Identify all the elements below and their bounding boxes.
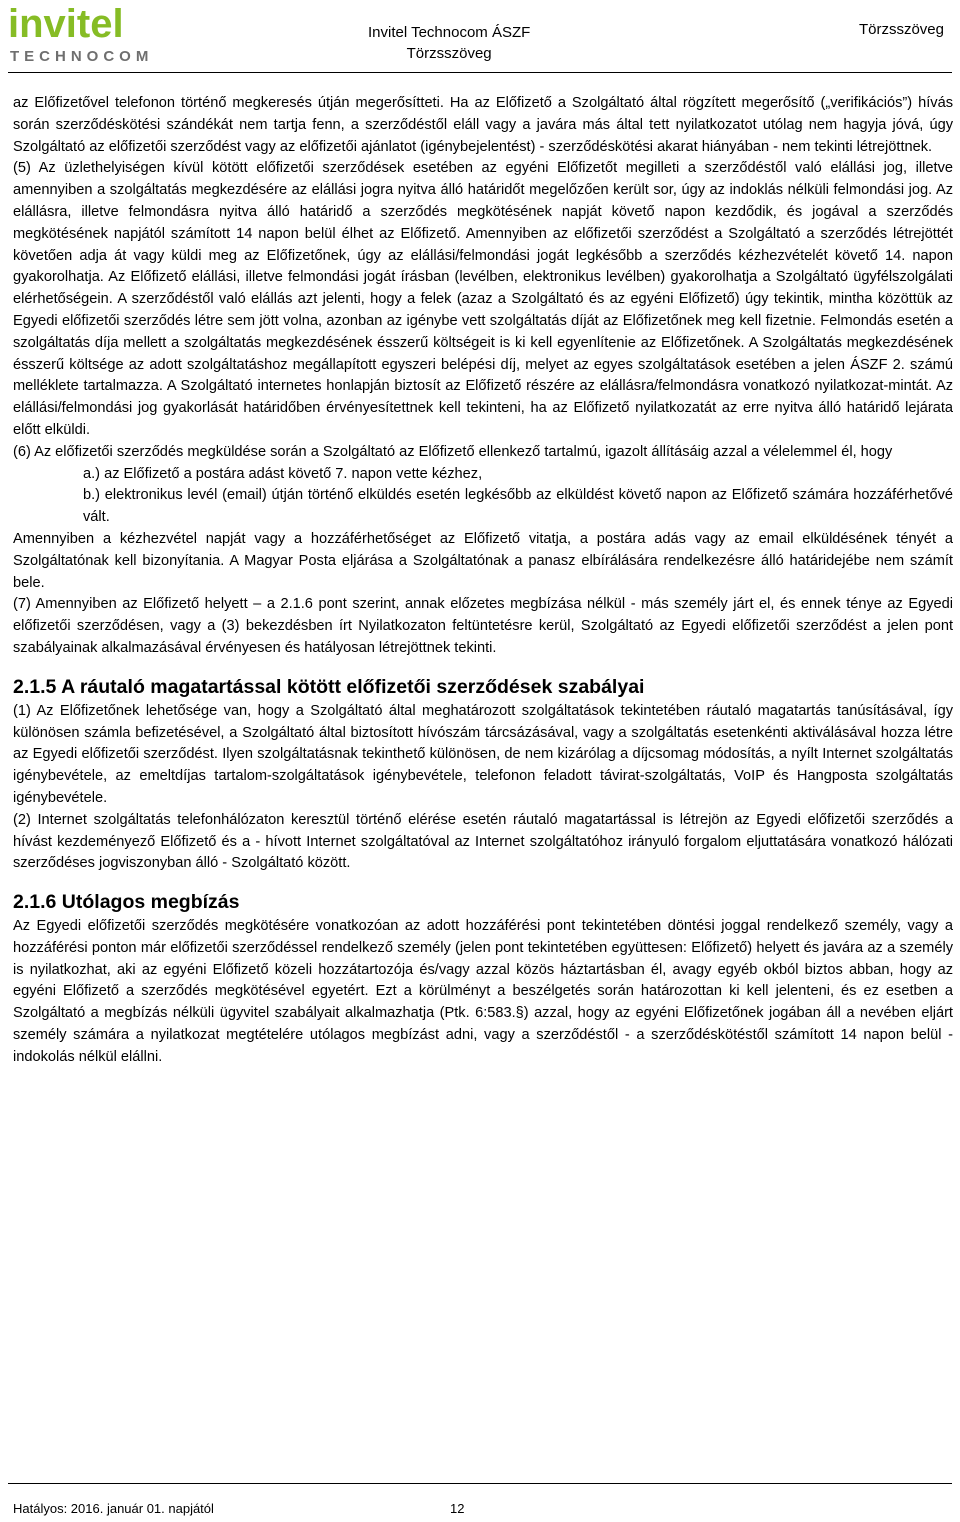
list-item: a.) az Előfizető a postára adást követő 7. napon vette kézhez, xyxy=(83,465,483,482)
paragraph: (1) Az Előfizetőnek lehetősége van, hogy a Szolgáltató által meghatározott szolgáltatások tekintetében ráutaló magatartás tanúsításával, így különösen számla befizetésével, a Szolgáltató által biztosított hívószám tárcsázásával, vagy a szolgáltatás esetenkénti aktiválásával hozza létre az Egyedi előfizetői szerződést. Ilyen szolgáltatásnak tekinthető különösen, de nem kizárólag a díjcsomag módosítás, a nyílt Internet szolgáltatás igénybevétele, az emeltdíjas tartalom-szolgáltatások igénybevétele, telefonon feladott távirat-szolgáltatás, VoIP és Hangposta szolgáltatás igénybevétele. xyxy=(13,702,953,806)
paragraph: (6) Az előfizetői szerződés megküldése során a Szolgáltató az Előfizető ellenkező tartalmú, igazolt állításáig azzal a vélelemmel él, hogy xyxy=(13,443,893,460)
section-heading: 2.1.6 Utólagos megbízás xyxy=(13,891,240,914)
invitel-logo xyxy=(8,2,154,68)
paragraph: Az Egyedi előfizetői szerződés megkötésére vonatkozóan az adott hozzáférési pont tekintetében döntési joggal rendelkező személy, vagy a hozzáférési ponton már előfizetői szerződéssel rendelkező személy (jelen pont tekintetében együttesen: Előfizető) helyett és javára az a személy is nyilatkozhat, aki az egyéni Előfizető közeli hozzátartozója és/vagy azzal közös háztartásban él, avagy egyéb okból biztos abban, hogy az egyéni Előfizető a szerződés megkötésével egyetért. Ezt a körülményt a beszélgetés során határozottan ki kell jelenteni, és ez esetben a Szolgáltató a megbízás nélküli ügyvitel szabályait alkalmazhatja (Ptk. 6:583.§) azzal, hogy az egyéni Előfizetőnek jogában áll a nevében eljárt személy számára a nyilatkozat megtételére utólagos megbízást adni, vagy a szerződéstől - a szerződéskötéstől számított 14 napon belül - indokolás nélkül elállni. xyxy=(13,918,953,1065)
logo-subtitle: TECHNOCOM xyxy=(10,48,154,65)
page-header xyxy=(0,0,960,78)
section-heading: 2.1.5 A ráutaló magatartással kötött előfizetői szerződések szabályai xyxy=(13,675,645,698)
page-number: 12 xyxy=(450,1501,465,1516)
header-company: Invitel Technocom ÁSZF xyxy=(368,24,531,41)
header-title-block xyxy=(368,22,530,64)
header-divider xyxy=(8,72,952,73)
document-body xyxy=(13,93,953,1069)
paragraph: (2) Internet szolgáltatás telefonhálózaton keresztül történő elérése esetén ráutaló magatartással is létrejön az Egyedi előfizetői szerződés a hívást kezdeményező Előfizető és a - hívott Internet szolgáltatóval az Internet szolgáltatóhoz irányuló forgalom eljuttatására vonatkozó hálózati szerződéses jogviszonyban álló - Szolgáltató között. xyxy=(13,811,953,872)
effective-date: Hatályos: 2016. január 01. napjától xyxy=(13,1501,214,1516)
paragraph: (7) Amennyiben az Előfizető helyett – a 2.1.6 pont szerint, annak előzetes megbízása nélkül - más személy járt el, és ennek ténye az Egyedi előfizetői szerződésen, vagy a (3) bekezdésben írt Nyilatkozaton feltüntetésre kerül, Szolgáltató az Egyedi előfizetői szerződést a jelen pont szabályainak alkalmazásával érvényesen és hatályosan létrejöttnek tekinti. xyxy=(13,596,953,656)
logo-wordmark: invitel xyxy=(8,2,124,46)
list-item: b.) elektronikus levél (email) útján történő elküldés esetén legkésőbb az elküldést követő napon az Előfizető számára hozzáférhetővé vált. xyxy=(83,487,953,526)
footer-divider xyxy=(8,1483,952,1484)
paragraph: Amennyiben a kézhezvétel napját vagy a hozzáférhetőséget az Előfizető vitatja, a postára adás vagy az email elküldésének tényét a Szolgáltatónak kell bizonyítania. A Magyar Posta eljárása a Szolgáltatónak a panasz elbírálására rendelkezésre álló határidejébe nem számít bele. xyxy=(13,530,953,591)
header-doc: Törzsszöveg xyxy=(406,45,492,62)
header-right-label: Törzsszöveg xyxy=(858,21,944,38)
paragraph: az Előfizetővel telefonon történő megkeresés útján megerősítteti. Ha az Előfizető a Szolgáltató által rögzített megerősítő („verifikációs”) hívás során szerződéskötési szándékát nem tartja fenn, a szerződéstől eláll vagy a javára más által tett nyilatkozatot utólag nem hagyja jóvá, úgy Szolgáltató az előfizetői szerződést vagy az előfizetői ajánlatot (igénybejelentést) - szerződéskötési akarat hiányában - nem tekinti létrejöttnek. xyxy=(13,95,953,155)
paragraph: (5) Az üzlethelyiségen kívül kötött előfizetői szerződések esetében az egyéni Előfizetőt megilleti a szerződéstől való elállási jog, illetve amennyiben a szolgáltatás megkezdésére az elállási jogra nyitva álló határidőt megelőzően került sor, úgy az indoklás nélküli felmondási jog. Az elállásra, illetve felmondásra nyitva álló határidő a szerződés megkötésének napját követő napon kezdődik, és jogával a szerződés megkötésének napjától számított 14 napon belül élhet az Előfizető. Amennyiben az előfizetői szerződést a Szolgáltató a szerződés létrejöttét követően adja át vagy küldi meg az Előfizetőnek, úgy az elállási/felmondási jogát legkésőbb a szerződés kézhezvételét követő 14. napon gyakorolhatja. Az Előfizető elállási, illetve felmondási jogát írásban (levélben, elektronikus levélben) gyakorolhatja a Szolgáltató ügyfélszolgálati elérhetőségein. A szerződéstől való elállás azt jelenti, hogy a felek (azaz a Szolgáltató és az egyéni Előfizető) úgy tekintik, mintha közöttük az Egyedi előfizetői szerződés létre sem jött volna, azonban az igénybe vett szolgáltatás díját az Előfizetőnek meg kell fizetnie. Felmondás esetén a szolgáltatás díja mellett a szolgáltatás megkezdésének ésszerű költségeit is ki kell egyenlítenie az Előfizetőnek. A Szolgáltatás megkezdésének ésszerű költsége az adott szolgáltatáshoz megállapított egyszeri belépési díj, melyet az egyes szolgáltatások esetében a jelen ÁSZF 2. számú melléklete tartalmazza. A Szolgáltató internetes honlapján biztosít az Előfizető részére az elállásra/felmondásra vonatkozó nyilatkozat-mintát. Az elállási/felmondási jog gyakorlását határidőben érvényesítettnek kell tekinteni, ha az Előfizető nyilatkozatát az erre nyitva álló határidő lejárata előtt elküldi. xyxy=(13,160,953,438)
